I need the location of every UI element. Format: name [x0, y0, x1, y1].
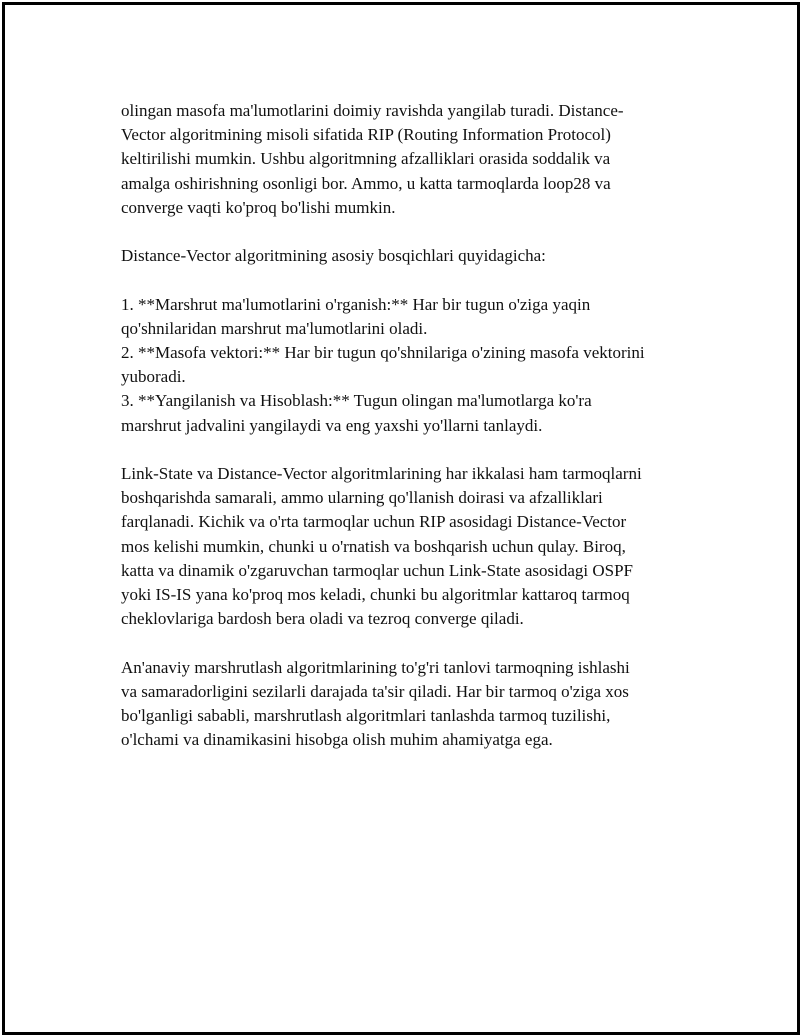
list-item-line: 1. **Marshrut ma'lumotlarini o'rganish:** Har bir tugun o'ziga yaqin [121, 294, 591, 314]
text-line: converge vaqti ko'proq bo'lishi mumkin. [121, 197, 396, 217]
text-line: Link-State va Distance-Vector algoritmlarining har ikkalasi ham tarmoqlarni [121, 464, 642, 483]
numbered-list-paragraph [121, 293, 681, 438]
text-line: amalga oshirishning osonligi bor. Ammo, u katta tarmoqlarda loop28 va [121, 173, 611, 193]
text-line: olingan masofa ma'lumotlarini doimiy ravishda yangilab turadi. Distance- [121, 101, 624, 120]
list-item-line: 3. **Yangilanish va Hisoblash:** Tugun olingan ma'lumotlarga ko'ra [121, 391, 592, 411]
text-line: va samaradorligini sezilarli darajada ta'sir qiladi. Har bir tarmoq o'ziga xos [121, 681, 629, 701]
text-line: keltirilishi mumkin. Ushbu algoritmning afzalliklari orasida soddalik va [121, 149, 611, 169]
list-item-line: yuboradi. [121, 367, 186, 387]
list-item-line: marshrut jadvalini yangilaydi va eng yaxshi yo'llarni tanlaydi. [121, 415, 543, 435]
text-line: mos kelishi mumkin, chunki u o'rnatish va boshqarish uchun qulay. Biroq, [121, 536, 626, 556]
list-item-line: qo'shnilaridan marshrut ma'lumotlarini oladi. [121, 318, 428, 338]
paragraph [121, 462, 681, 631]
text-line: Distance-Vector algoritmining asosiy bosqichlari quyidagicha: [121, 246, 546, 266]
document-body [121, 99, 681, 777]
paragraph [121, 99, 681, 220]
text-line: cheklovlariga bardosh bera oladi va tezroq converge qiladi. [121, 609, 524, 629]
paragraph [121, 656, 681, 753]
text-line: boshqarishda samarali, ammo ularning qo'llanish doirasi va afzalliklari [121, 488, 603, 508]
document-page [2, 2, 800, 1035]
text-line: katta va dinamik o'zgaruvchan tarmoqlar uchun Link-State asosidagi OSPF [121, 560, 634, 580]
text-line: o'lchami va dinamikasini hisobga olish muhim ahamiyatga ega. [121, 730, 553, 750]
text-line: farqlanadi. Kichik va o'rta tarmoqlar uchun RIP asosidagi Distance-Vector [121, 512, 627, 532]
text-line: Vector algoritmining misoli sifatida RIP (Routing Information Protocol) [121, 125, 611, 145]
text-line: yoki IS-IS yana ko'proq mos keladi, chunki bu algoritmlar kattaroq tarmoq [121, 585, 630, 605]
text-line: An'anaviy marshrutlash algoritmlarining to'g'ri tanlovi tarmoqning ishlashi [121, 657, 630, 677]
paragraph [121, 244, 681, 268]
text-line: bo'lganligi sababli, marshrutlash algoritmlari tanlashda tarmoq tuzilishi, [121, 706, 611, 726]
list-item-line: 2. **Masofa vektori:** Har bir tugun qo'shnilariga o'zining masofa vektorini [121, 343, 645, 362]
